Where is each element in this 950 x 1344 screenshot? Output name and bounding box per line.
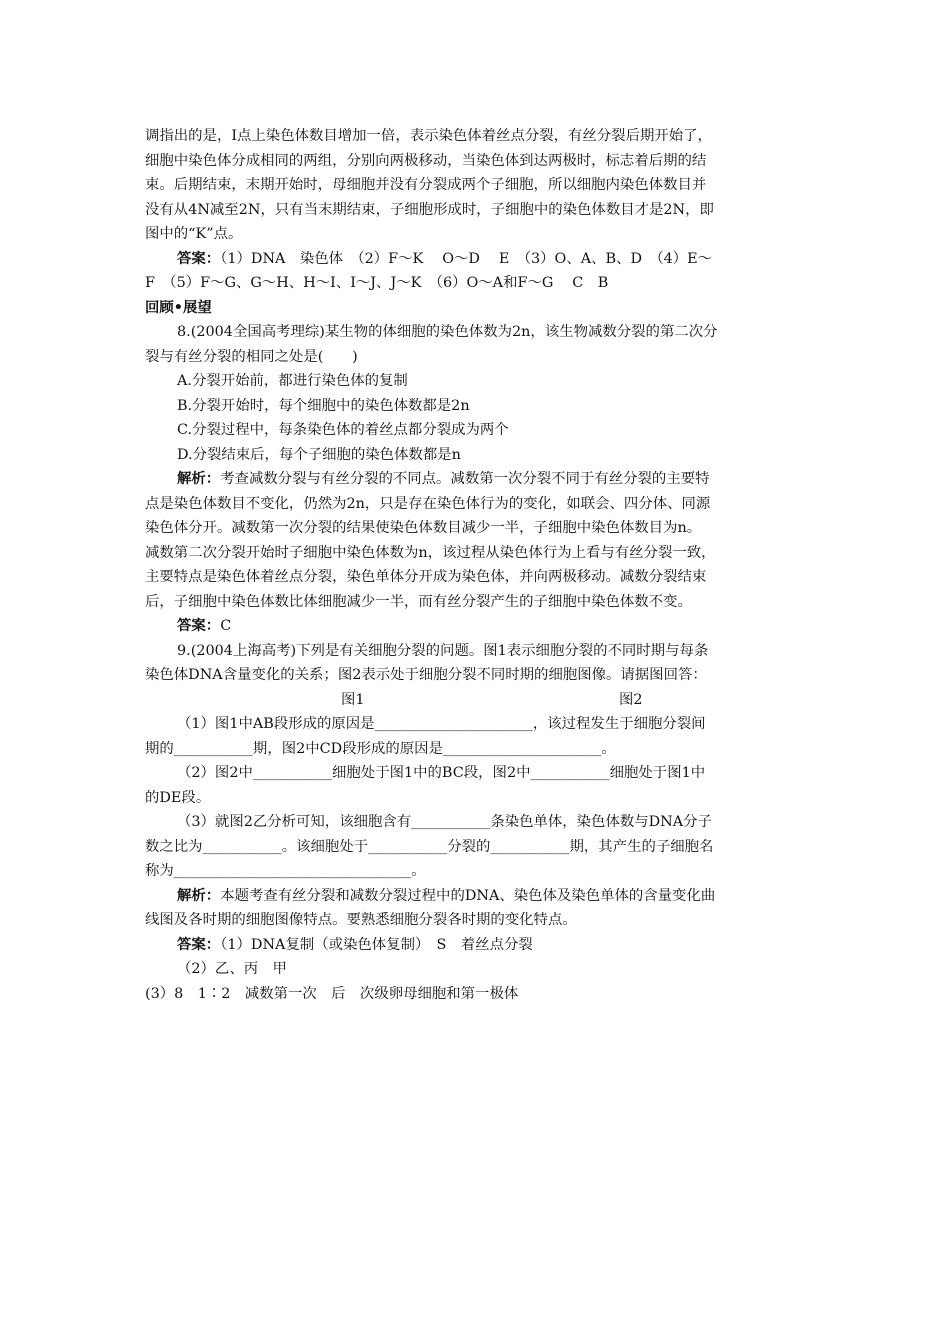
explanation-text: 考查减数分裂与有丝分裂的不同点。减数第一次分裂不同于有丝分裂的主要特: [220, 471, 710, 487]
paragraph-line: 图中的“K”点。: [145, 226, 243, 242]
answer-label: 答案：: [177, 617, 221, 634]
explanation-line: 主要特点是染色体着丝点分裂，染色单体分开成为染色体，并向两极移动。减数分裂结束: [145, 569, 707, 585]
question-line: 的DE段。: [145, 789, 211, 806]
answer-text: C: [220, 618, 232, 634]
answer-line: (3）8 1∶2 减数第一次 后 次级卵母细胞和第一极体: [145, 985, 519, 1002]
option-c: C.分裂过程中，每条染色体的着丝点都分裂成为两个: [177, 422, 509, 438]
answer-line: （2）乙、丙 甲: [177, 961, 287, 977]
answer-continuation: F （5）F～G、G～H、H～I、I～J、J～K （6）O～A和F～G C B: [145, 275, 609, 291]
question-line: 裂与有丝分裂的相同之处是( ): [145, 348, 358, 365]
option-d: D.分裂结束后，每个子细胞的染色体数都是n: [177, 446, 461, 463]
explanation-text: 本题考查有丝分裂和减数分裂过程中的DNA、染色体及染色单体的含量变化曲: [220, 887, 716, 904]
answer-line: [145, 247, 810, 272]
explanation-line: [145, 467, 810, 492]
figure-1-caption: 图1: [341, 691, 365, 708]
question-line: 8.(2004全国高考理综)某生物的体细胞的染色体数为2n，该生物减数分裂的第二次分: [177, 324, 718, 340]
question-line: 9.(2004上海高考)下列是有关细胞分裂的问题。图1表示细胞分裂的不同时期与每条: [177, 642, 709, 659]
option-b: B.分裂开始时，每个细胞中的染色体数都是2n: [177, 397, 470, 414]
explanation-line: 点是染色体数目不变化，仍然为2n，只是存在染色体行为的变化，如联会、四分体、同源: [145, 495, 711, 512]
question-line: （2）图2中___________细胞处于图1中的BC段，图2中___________细胞处于图1中: [177, 765, 706, 781]
question-line: 称为_________________________________。: [145, 863, 426, 879]
section-heading: 回顾•展望: [145, 299, 212, 316]
question-line: 期的___________期，图2中CD段形成的原因是______________________。: [145, 740, 616, 757]
explanation-line: 线图及各时期的细胞图像特点。要熟悉细胞分裂各时期的变化特点。: [145, 912, 577, 928]
explanation-label: 解析：: [177, 470, 221, 487]
question-line: （3）就图2乙分析可知，该细胞含有___________条染色单体，染色体数与DNA分子: [177, 814, 712, 830]
figure-2-caption: 图2: [619, 691, 643, 708]
question-line: （1）图1中AB段形成的原因是______________________，该过程发生于细胞分裂间: [177, 716, 706, 732]
figure-captions: [145, 688, 810, 713]
explanation-line: 后，子细胞中染色体数比体细胞减少一半，而有丝分裂产生的子细胞中染色体数不变。: [145, 593, 692, 610]
paragraph-line: 细胞中染色体分成相同的两组，分别向两极移动，当染色体到达两极时，标志着后期的结: [145, 152, 707, 169]
answer-text: （1）DNA复制（或染色体复制） S 着丝点分裂: [220, 936, 533, 953]
option-a: A.分裂开始前，都进行染色体的复制: [177, 373, 408, 389]
paragraph-line: 束。后期结束，末期开始时，母细胞并没有分裂成两个子细胞，所以细胞内染色体数目并: [145, 177, 707, 193]
answer-label: 答案：: [177, 935, 221, 953]
question-line: 数之比为___________。该细胞处于___________分裂的___________期，其产生的子细胞名: [145, 838, 714, 855]
answer-text: （1）DNA 染色体 （2）F～K O～D E （3）O、A、B、D （4）E～: [220, 250, 713, 267]
explanation-label: 解析：: [177, 886, 221, 904]
explanation-line: 染色体分开。减数第一次分裂的结果使染色体数目减少一半，子细胞中染色体数目为n。: [145, 520, 702, 536]
paragraph-line: 没有从4N减至2N，只有当末期结束，子细胞形成时，子细胞中的染色体数目才是2N，即: [145, 201, 714, 218]
explanation-line: [145, 884, 810, 909]
explanation-line: 减数第二次分裂开始时子细胞中染色体数为n，该过程从染色体行为上看与有丝分裂一致，: [145, 544, 716, 561]
answer-label: 答案：: [177, 249, 221, 267]
question-line: 染色体DNA含量变化的关系；图2表示处于细胞分裂不同时期的细胞图像。请据图回答：: [145, 667, 707, 683]
document-page: [145, 124, 810, 1006]
answer-line: [145, 933, 810, 958]
paragraph-line: 调指出的是，I点上染色体数目增加一倍，表示染色体着丝点分裂，有丝分裂后期开始了，: [145, 128, 712, 144]
answer-line: [145, 614, 810, 639]
